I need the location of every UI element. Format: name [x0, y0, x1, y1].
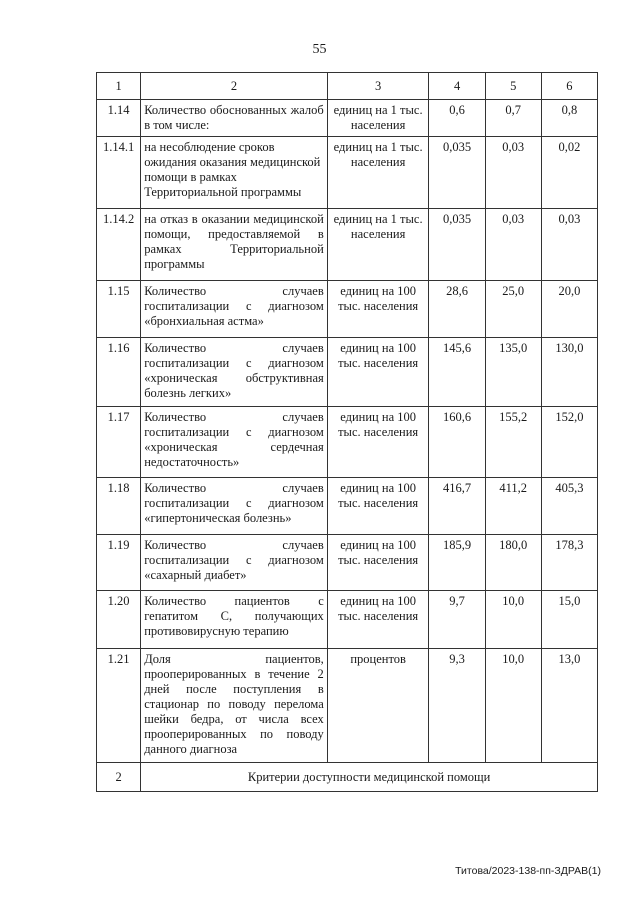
row-unit: единиц на 100 тыс. населения: [327, 535, 429, 591]
row-unit: единиц на 1 тыс. населения: [327, 100, 429, 137]
header-cell-2: 2: [141, 73, 328, 100]
row-value-col5: 135,0: [485, 338, 541, 407]
row-indicator-name: Количество пациентов с гепатитом С, получающих противовирусную терапию: [141, 591, 328, 649]
row-value-col6: 0,02: [541, 137, 597, 209]
row-value-col6: 0,03: [541, 209, 597, 281]
row-value-col4: 416,7: [429, 478, 485, 535]
row-value-col6: 130,0: [541, 338, 597, 407]
row-value-col6: 152,0: [541, 407, 597, 478]
table-row: [97, 281, 598, 338]
row-value-col5: 0,7: [485, 100, 541, 137]
row-value-col4: 28,6: [429, 281, 485, 338]
row-indicator-name: Доля пациентов, прооперированных в течение 2 дней после поступления в стационар по поводу перелома шейки бедра, от числа всех прооперированных по поводу данного диагноза: [141, 649, 328, 763]
row-number: 1.18: [97, 478, 141, 535]
row-number: 1.14: [97, 100, 141, 137]
row-number: 1.21: [97, 649, 141, 763]
row-value-col4: 185,9: [429, 535, 485, 591]
row-value-col4: 0,035: [429, 137, 485, 209]
table-row: [97, 407, 598, 478]
row-indicator-name: Количество случаев госпитализации с диагнозом «хроническая обструктивная болезнь легких»: [141, 338, 328, 407]
document-footer-id: Титова/2023-138-пп-ЗДРАВ(1): [455, 865, 601, 877]
table-row: [97, 649, 598, 763]
row-value-col6: 405,3: [541, 478, 597, 535]
row-value-col4: 0,6: [429, 100, 485, 137]
row-value-col5: 0,03: [485, 137, 541, 209]
indicators-table: [96, 72, 598, 792]
row-unit: единиц на 100 тыс. населения: [327, 591, 429, 649]
row-unit: единиц на 100 тыс. населения: [327, 281, 429, 338]
row-value-col5: 10,0: [485, 649, 541, 763]
row-value-col5: 0,03: [485, 209, 541, 281]
row-number: 1.14.2: [97, 209, 141, 281]
row-value-col4: 145,6: [429, 338, 485, 407]
table-row: [97, 535, 598, 591]
header-cell-6: 6: [541, 73, 597, 100]
row-number: 1.19: [97, 535, 141, 591]
row-value-col6: 0,8: [541, 100, 597, 137]
row-indicator-name: Количество случаев госпитализации с диагнозом «хроническая сердечная недостаточность»: [141, 407, 328, 478]
row-indicator-name: на несоблюдение сроков ожидания оказания медицинской помощи в рамках Территориальной программы: [141, 137, 328, 209]
row-value-col6: 15,0: [541, 591, 597, 649]
row-unit: единиц на 100 тыс. населения: [327, 407, 429, 478]
row-value-col4: 9,3: [429, 649, 485, 763]
row-indicator-name: Количество случаев госпитализации с диагнозом «гипертоническая болезнь»: [141, 478, 328, 535]
row-value-col5: 180,0: [485, 535, 541, 591]
row-indicator-name: Количество случаев госпитализации с диагнозом «сахарный диабет»: [141, 535, 328, 591]
header-cell-3: 3: [327, 73, 429, 100]
row-value-col5: 411,2: [485, 478, 541, 535]
row-unit: единиц на 1 тыс. населения: [327, 209, 429, 281]
section-row: [97, 763, 598, 792]
section-title: Критерии доступности медицинской помощи: [141, 763, 598, 792]
row-value-col4: 9,7: [429, 591, 485, 649]
row-number: 1.20: [97, 591, 141, 649]
table-header-row: [97, 73, 598, 100]
row-value-col4: 160,6: [429, 407, 485, 478]
row-value-col5: 155,2: [485, 407, 541, 478]
row-indicator-name: Количество обоснованных жалоб в том числе:: [141, 100, 328, 137]
header-cell-1: 1: [97, 73, 141, 100]
table-row: [97, 100, 598, 137]
section-number: 2: [97, 763, 141, 792]
header-cell-5: 5: [485, 73, 541, 100]
row-indicator-name: Количество случаев госпитализации с диагнозом «бронхиальная астма»: [141, 281, 328, 338]
row-value-col6: 13,0: [541, 649, 597, 763]
row-number: 1.15: [97, 281, 141, 338]
row-value-col5: 25,0: [485, 281, 541, 338]
row-value-col6: 178,3: [541, 535, 597, 591]
table-row: [97, 209, 598, 281]
row-number: 1.14.1: [97, 137, 141, 209]
table-row: [97, 478, 598, 535]
row-unit: единиц на 100 тыс. населения: [327, 478, 429, 535]
page-number: 55: [312, 42, 327, 57]
table-row: [97, 137, 598, 209]
row-value-col4: 0,035: [429, 209, 485, 281]
row-unit: единиц на 100 тыс. населения: [327, 338, 429, 407]
row-indicator-name: на отказ в оказании медицинской помощи, предоставляемой в рамках Территориальной программы: [141, 209, 328, 281]
row-value-col6: 20,0: [541, 281, 597, 338]
table-row: [97, 338, 598, 407]
row-unit: процентов: [327, 649, 429, 763]
row-value-col5: 10,0: [485, 591, 541, 649]
table-row: [97, 591, 598, 649]
header-cell-4: 4: [429, 73, 485, 100]
row-unit: единиц на 1 тыс. населения: [327, 137, 429, 209]
row-number: 1.17: [97, 407, 141, 478]
row-number: 1.16: [97, 338, 141, 407]
